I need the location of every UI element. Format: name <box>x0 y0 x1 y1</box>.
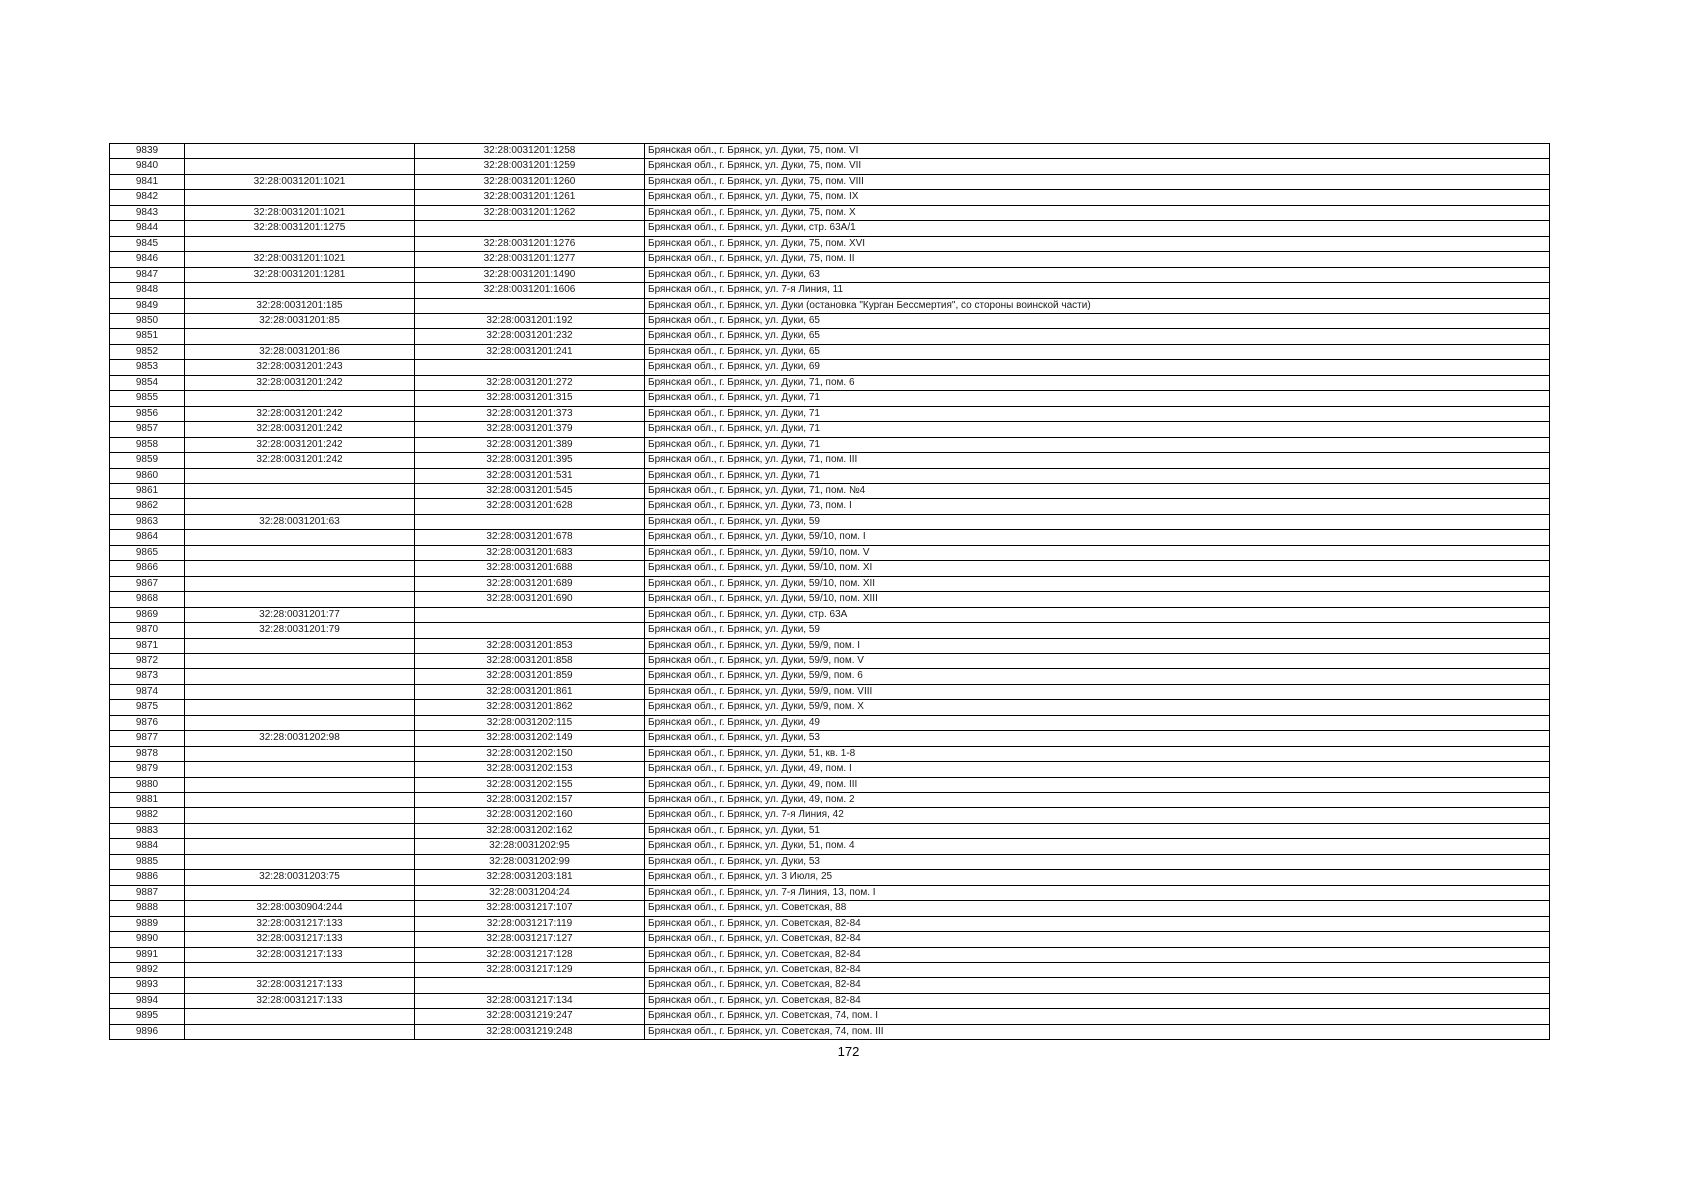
parent-cadastral-number-cell: 32:28:0031217:133 <box>185 947 415 962</box>
cadastral-number-cell <box>415 360 645 375</box>
cadastral-number-cell: 32:28:0031219:247 <box>415 1009 645 1024</box>
table-row <box>110 422 1550 437</box>
table-row <box>110 746 1550 761</box>
page-number: 172 <box>837 1044 860 1059</box>
registry-table-body <box>110 144 1550 1040</box>
cadastral-number-cell: 32:28:0031201:379 <box>415 422 645 437</box>
cadastral-number-cell: 32:28:0031202:160 <box>415 808 645 823</box>
table-row <box>110 854 1550 869</box>
address-cell: Брянская обл., г. Брянск, ул. Дуки, 71, пом. №4 <box>645 483 1550 498</box>
row-number-cell: 9845 <box>110 236 185 251</box>
parent-cadastral-number-cell: 32:28:0031202:98 <box>185 731 415 746</box>
cadastral-number-cell: 32:28:0031202:150 <box>415 746 645 761</box>
cadastral-number-cell: 32:28:0031201:628 <box>415 499 645 514</box>
row-number-cell: 9842 <box>110 190 185 205</box>
table-row <box>110 839 1550 854</box>
row-number-cell: 9870 <box>110 623 185 638</box>
parent-cadastral-number-cell <box>185 1009 415 1024</box>
table-row <box>110 731 1550 746</box>
address-cell: Брянская обл., г. Брянск, ул. Дуки, 59/10, пом. XIII <box>645 592 1550 607</box>
cadastral-number-cell: 32:28:0031201:1261 <box>415 190 645 205</box>
cadastral-registry-table <box>109 143 1550 1040</box>
address-cell: Брянская обл., г. Брянск, ул. Дуки, 59/10, пом. XI <box>645 561 1550 576</box>
address-cell: Брянская обл., г. Брянск, ул. Дуки, 59/9, пом. V <box>645 653 1550 668</box>
parent-cadastral-number-cell <box>185 545 415 560</box>
parent-cadastral-number-cell <box>185 144 415 159</box>
table-row <box>110 545 1550 560</box>
row-number-cell: 9890 <box>110 932 185 947</box>
table-row <box>110 715 1550 730</box>
address-cell: Брянская обл., г. Брянск, ул. Дуки, 59/9, пом. X <box>645 700 1550 715</box>
cadastral-number-cell: 32:28:0031202:149 <box>415 731 645 746</box>
row-number-cell: 9889 <box>110 916 185 931</box>
parent-cadastral-number-cell: 32:28:0031201:85 <box>185 313 415 328</box>
row-number-cell: 9871 <box>110 638 185 653</box>
parent-cadastral-number-cell <box>185 391 415 406</box>
address-cell: Брянская обл., г. Брянск, ул. Советская, 82-84 <box>645 916 1550 931</box>
row-number-cell: 9847 <box>110 267 185 282</box>
cadastral-number-cell: 32:28:0031201:688 <box>415 561 645 576</box>
row-number-cell: 9861 <box>110 483 185 498</box>
row-number-cell: 9853 <box>110 360 185 375</box>
parent-cadastral-number-cell: 32:28:0031201:242 <box>185 375 415 390</box>
parent-cadastral-number-cell <box>185 669 415 684</box>
parent-cadastral-number-cell: 32:28:0031217:133 <box>185 993 415 1008</box>
table-row <box>110 437 1550 452</box>
cadastral-number-cell: 32:28:0031201:1259 <box>415 159 645 174</box>
cadastral-number-cell: 32:28:0031203:181 <box>415 870 645 885</box>
row-number-cell: 9896 <box>110 1024 185 1039</box>
cadastral-number-cell: 32:28:0031201:373 <box>415 406 645 421</box>
parent-cadastral-number-cell: 32:28:0031201:242 <box>185 422 415 437</box>
table-row <box>110 159 1550 174</box>
parent-cadastral-number-cell <box>185 561 415 576</box>
cadastral-number-cell: 32:28:0031201:389 <box>415 437 645 452</box>
cadastral-number-cell: 32:28:0031202:153 <box>415 762 645 777</box>
table-row <box>110 592 1550 607</box>
address-cell: Брянская обл., г. Брянск, ул. Советская, 88 <box>645 901 1550 916</box>
address-cell: Брянская обл., г. Брянск, ул. Дуки, 53 <box>645 854 1550 869</box>
cadastral-number-cell: 32:28:0031201:1258 <box>415 144 645 159</box>
table-row <box>110 638 1550 653</box>
cadastral-number-cell: 32:28:0031201:858 <box>415 653 645 668</box>
cadastral-number-cell <box>415 298 645 313</box>
table-row <box>110 375 1550 390</box>
address-cell: Брянская обл., г. Брянск, ул. Дуки, 63 <box>645 267 1550 282</box>
address-cell: Брянская обл., г. Брянск, ул. Дуки, 59/9, пом. 6 <box>645 669 1550 684</box>
table-row <box>110 561 1550 576</box>
address-cell: Брянская обл., г. Брянск, ул. Дуки, 75, пом. VII <box>645 159 1550 174</box>
row-number-cell: 9883 <box>110 823 185 838</box>
row-number-cell: 9885 <box>110 854 185 869</box>
table-row <box>110 174 1550 189</box>
table-row <box>110 978 1550 993</box>
parent-cadastral-number-cell <box>185 468 415 483</box>
cadastral-number-cell: 32:28:0031217:107 <box>415 901 645 916</box>
address-cell: Брянская обл., г. Брянск, ул. Дуки, стр. 63А/1 <box>645 221 1550 236</box>
cadastral-number-cell: 32:28:0031201:272 <box>415 375 645 390</box>
parent-cadastral-number-cell <box>185 684 415 699</box>
parent-cadastral-number-cell <box>185 483 415 498</box>
address-cell: Брянская обл., г. Брянск, ул. Дуки, 49, пом. 2 <box>645 793 1550 808</box>
cadastral-number-cell: 32:28:0031201:232 <box>415 329 645 344</box>
cadastral-number-cell: 32:28:0031201:859 <box>415 669 645 684</box>
table-row <box>110 406 1550 421</box>
cadastral-number-cell: 32:28:0031201:690 <box>415 592 645 607</box>
cadastral-number-cell: 32:28:0031202:155 <box>415 777 645 792</box>
cadastral-number-cell: 32:28:0031202:162 <box>415 823 645 838</box>
table-row <box>110 1009 1550 1024</box>
parent-cadastral-number-cell <box>185 329 415 344</box>
address-cell: Брянская обл., г. Брянск, ул. Дуки, 51, кв. 1-8 <box>645 746 1550 761</box>
table-row <box>110 916 1550 931</box>
cadastral-number-cell <box>415 221 645 236</box>
cadastral-number-cell: 32:28:0031217:134 <box>415 993 645 1008</box>
row-number-cell: 9855 <box>110 391 185 406</box>
table-row <box>110 530 1550 545</box>
row-number-cell: 9887 <box>110 885 185 900</box>
table-row <box>110 1024 1550 1039</box>
parent-cadastral-number-cell <box>185 746 415 761</box>
table-row <box>110 221 1550 236</box>
parent-cadastral-number-cell <box>185 885 415 900</box>
parent-cadastral-number-cell: 32:28:0031201:1021 <box>185 252 415 267</box>
row-number-cell: 9865 <box>110 545 185 560</box>
table-row <box>110 252 1550 267</box>
address-cell: Брянская обл., г. Брянск, ул. Дуки, 71 <box>645 422 1550 437</box>
parent-cadastral-number-cell: 32:28:0031201:1021 <box>185 205 415 220</box>
address-cell: Брянская обл., г. Брянск, ул. Советская, 82-84 <box>645 947 1550 962</box>
cadastral-number-cell: 32:28:0031204:24 <box>415 885 645 900</box>
address-cell: Брянская обл., г. Брянск, ул. Дуки, 51, пом. 4 <box>645 839 1550 854</box>
address-cell: Брянская обл., г. Брянск, ул. Дуки (остановка "Курган Бессмертия", со стороны воинской части) <box>645 298 1550 313</box>
row-number-cell: 9878 <box>110 746 185 761</box>
table-row <box>110 901 1550 916</box>
row-number-cell: 9852 <box>110 344 185 359</box>
cadastral-number-cell: 32:28:0031217:128 <box>415 947 645 962</box>
parent-cadastral-number-cell <box>185 190 415 205</box>
address-cell: Брянская обл., г. Брянск, ул. Дуки, 59/10, пом. V <box>645 545 1550 560</box>
address-cell: Брянская обл., г. Брянск, ул. 7-я Линия, 42 <box>645 808 1550 823</box>
address-cell: Брянская обл., г. Брянск, ул. Советская, 82-84 <box>645 963 1550 978</box>
parent-cadastral-number-cell: 32:28:0031201:242 <box>185 406 415 421</box>
table-row <box>110 932 1550 947</box>
cadastral-number-cell: 32:28:0031202:99 <box>415 854 645 869</box>
address-cell: Брянская обл., г. Брянск, ул. Дуки, 71 <box>645 391 1550 406</box>
cadastral-number-cell: 32:28:0031201:853 <box>415 638 645 653</box>
cadastral-number-cell: 32:28:0031219:248 <box>415 1024 645 1039</box>
cadastral-number-cell: 32:28:0031202:115 <box>415 715 645 730</box>
cadastral-number-cell <box>415 978 645 993</box>
address-cell: Брянская обл., г. Брянск, ул. Дуки, 65 <box>645 313 1550 328</box>
address-cell: Брянская обл., г. Брянск, ул. Дуки, стр. 63А <box>645 607 1550 622</box>
table-row <box>110 576 1550 591</box>
address-cell: Брянская обл., г. Брянск, ул. Дуки, 75, пом. VIII <box>645 174 1550 189</box>
parent-cadastral-number-cell <box>185 1024 415 1039</box>
address-cell: Брянская обл., г. Брянск, ул. Дуки, 59 <box>645 623 1550 638</box>
parent-cadastral-number-cell: 32:28:0031201:86 <box>185 344 415 359</box>
row-number-cell: 9866 <box>110 561 185 576</box>
row-number-cell: 9841 <box>110 174 185 189</box>
cadastral-number-cell: 32:28:0031201:689 <box>415 576 645 591</box>
table-row <box>110 653 1550 668</box>
parent-cadastral-number-cell <box>185 715 415 730</box>
table-row <box>110 190 1550 205</box>
table-row <box>110 298 1550 313</box>
row-number-cell: 9873 <box>110 669 185 684</box>
cadastral-number-cell: 32:28:0031201:683 <box>415 545 645 560</box>
table-row <box>110 607 1550 622</box>
address-cell: Брянская обл., г. Брянск, ул. Дуки, 49, пом. I <box>645 762 1550 777</box>
address-cell: Брянская обл., г. Брянск, ул. 3 Июля, 25 <box>645 870 1550 885</box>
table-row <box>110 762 1550 777</box>
table-row <box>110 684 1550 699</box>
parent-cadastral-number-cell: 32:28:0031201:63 <box>185 514 415 529</box>
parent-cadastral-number-cell <box>185 576 415 591</box>
cadastral-number-cell: 32:28:0031201:862 <box>415 700 645 715</box>
table-row <box>110 283 1550 298</box>
row-number-cell: 9894 <box>110 993 185 1008</box>
address-cell: Брянская обл., г. Брянск, ул. Дуки, 71, пом. 6 <box>645 375 1550 390</box>
cadastral-number-cell: 32:28:0031201:1277 <box>415 252 645 267</box>
parent-cadastral-number-cell: 32:28:0031217:133 <box>185 932 415 947</box>
table-row <box>110 808 1550 823</box>
table-row <box>110 236 1550 251</box>
row-number-cell: 9862 <box>110 499 185 514</box>
row-number-cell: 9857 <box>110 422 185 437</box>
table-row <box>110 483 1550 498</box>
table-row <box>110 947 1550 962</box>
parent-cadastral-number-cell <box>185 793 415 808</box>
cadastral-number-cell: 32:28:0031201:531 <box>415 468 645 483</box>
address-cell: Брянская обл., г. Брянск, ул. Дуки, 75, пом. II <box>645 252 1550 267</box>
table-row <box>110 870 1550 885</box>
cadastral-number-cell <box>415 514 645 529</box>
table-row <box>110 700 1550 715</box>
parent-cadastral-number-cell <box>185 823 415 838</box>
address-cell: Брянская обл., г. Брянск, ул. Советская, 82-84 <box>645 978 1550 993</box>
cadastral-number-cell: 32:28:0031201:241 <box>415 344 645 359</box>
row-number-cell: 9869 <box>110 607 185 622</box>
table-row <box>110 885 1550 900</box>
row-number-cell: 9856 <box>110 406 185 421</box>
row-number-cell: 9840 <box>110 159 185 174</box>
parent-cadastral-number-cell <box>185 236 415 251</box>
row-number-cell: 9844 <box>110 221 185 236</box>
address-cell: Брянская обл., г. Брянск, ул. Дуки, 69 <box>645 360 1550 375</box>
row-number-cell: 9892 <box>110 963 185 978</box>
row-number-cell: 9874 <box>110 684 185 699</box>
parent-cadastral-number-cell <box>185 700 415 715</box>
row-number-cell: 9849 <box>110 298 185 313</box>
address-cell: Брянская обл., г. Брянск, ул. Дуки, 65 <box>645 344 1550 359</box>
address-cell: Брянская обл., г. Брянск, ул. Дуки, 59/10, пом. XII <box>645 576 1550 591</box>
parent-cadastral-number-cell: 32:28:0031201:243 <box>185 360 415 375</box>
table-row <box>110 993 1550 1008</box>
cadastral-number-cell: 32:28:0031202:95 <box>415 839 645 854</box>
address-cell: Брянская обл., г. Брянск, ул. Дуки, 71, пом. III <box>645 453 1550 468</box>
table-row <box>110 391 1550 406</box>
table-row <box>110 823 1550 838</box>
table-row <box>110 499 1550 514</box>
row-number-cell: 9858 <box>110 437 185 452</box>
parent-cadastral-number-cell <box>185 762 415 777</box>
row-number-cell: 9867 <box>110 576 185 591</box>
row-number-cell: 9848 <box>110 283 185 298</box>
address-cell: Брянская обл., г. Брянск, ул. Дуки, 71 <box>645 406 1550 421</box>
row-number-cell: 9850 <box>110 313 185 328</box>
parent-cadastral-number-cell: 32:28:0031201:79 <box>185 623 415 638</box>
address-cell: Брянская обл., г. Брянск, ул. Дуки, 59/10, пом. I <box>645 530 1550 545</box>
address-cell: Брянская обл., г. Брянск, ул. 7-я Линия, 13, пом. I <box>645 885 1550 900</box>
parent-cadastral-number-cell: 32:28:0031201:1281 <box>185 267 415 282</box>
cadastral-number-cell: 32:28:0031201:678 <box>415 530 645 545</box>
table-row <box>110 144 1550 159</box>
parent-cadastral-number-cell: 32:28:0031201:185 <box>185 298 415 313</box>
cadastral-number-cell: 32:28:0031201:395 <box>415 453 645 468</box>
table-row <box>110 360 1550 375</box>
parent-cadastral-number-cell: 32:28:0031201:1275 <box>185 221 415 236</box>
address-cell: Брянская обл., г. Брянск, ул. Дуки, 75, пом. VI <box>645 144 1550 159</box>
parent-cadastral-number-cell <box>185 653 415 668</box>
table-row <box>110 963 1550 978</box>
row-number-cell: 9860 <box>110 468 185 483</box>
row-number-cell: 9880 <box>110 777 185 792</box>
row-number-cell: 9876 <box>110 715 185 730</box>
address-cell: Брянская обл., г. Брянск, ул. Дуки, 75, пом. X <box>645 205 1550 220</box>
row-number-cell: 9859 <box>110 453 185 468</box>
row-number-cell: 9854 <box>110 375 185 390</box>
table-row <box>110 453 1550 468</box>
address-cell: Брянская обл., г. Брянск, ул. Дуки, 49, пом. III <box>645 777 1550 792</box>
cadastral-number-cell: 32:28:0031202:157 <box>415 793 645 808</box>
table-row <box>110 267 1550 282</box>
parent-cadastral-number-cell <box>185 159 415 174</box>
row-number-cell: 9888 <box>110 901 185 916</box>
cadastral-number-cell: 32:28:0031201:1490 <box>415 267 645 282</box>
cadastral-number-cell <box>415 607 645 622</box>
parent-cadastral-number-cell <box>185 530 415 545</box>
address-cell: Брянская обл., г. Брянск, ул. Дуки, 75, пом. XVI <box>645 236 1550 251</box>
parent-cadastral-number-cell: 32:28:0031201:1021 <box>185 174 415 189</box>
table-row <box>110 313 1550 328</box>
row-number-cell: 9891 <box>110 947 185 962</box>
parent-cadastral-number-cell <box>185 499 415 514</box>
address-cell: Брянская обл., г. Брянск, ул. Дуки, 53 <box>645 731 1550 746</box>
table-row <box>110 777 1550 792</box>
parent-cadastral-number-cell <box>185 777 415 792</box>
parent-cadastral-number-cell: 32:28:0031201:77 <box>185 607 415 622</box>
table-row <box>110 669 1550 684</box>
row-number-cell: 9886 <box>110 870 185 885</box>
address-cell: Брянская обл., г. Брянск, ул. Дуки, 65 <box>645 329 1550 344</box>
row-number-cell: 9879 <box>110 762 185 777</box>
row-number-cell: 9864 <box>110 530 185 545</box>
address-cell: Брянская обл., г. Брянск, ул. Дуки, 59 <box>645 514 1550 529</box>
row-number-cell: 9843 <box>110 205 185 220</box>
row-number-cell: 9875 <box>110 700 185 715</box>
cadastral-number-cell: 32:28:0031201:1606 <box>415 283 645 298</box>
cadastral-number-cell: 32:28:0031201:315 <box>415 391 645 406</box>
address-cell: Брянская обл., г. Брянск, ул. Дуки, 75, пом. IX <box>645 190 1550 205</box>
row-number-cell: 9851 <box>110 329 185 344</box>
address-cell: Брянская обл., г. Брянск, ул. Советская, 82-84 <box>645 993 1550 1008</box>
parent-cadastral-number-cell: 32:28:0031217:133 <box>185 978 415 993</box>
row-number-cell: 9863 <box>110 514 185 529</box>
row-number-cell: 9884 <box>110 839 185 854</box>
parent-cadastral-number-cell <box>185 808 415 823</box>
cadastral-number-cell: 32:28:0031201:192 <box>415 313 645 328</box>
parent-cadastral-number-cell: 32:28:0031203:75 <box>185 870 415 885</box>
table-row <box>110 514 1550 529</box>
row-number-cell: 9846 <box>110 252 185 267</box>
cadastral-number-cell: 32:28:0031201:1262 <box>415 205 645 220</box>
row-number-cell: 9839 <box>110 144 185 159</box>
parent-cadastral-number-cell <box>185 638 415 653</box>
parent-cadastral-number-cell: 32:28:0031201:242 <box>185 437 415 452</box>
parent-cadastral-number-cell <box>185 283 415 298</box>
row-number-cell: 9893 <box>110 978 185 993</box>
parent-cadastral-number-cell <box>185 963 415 978</box>
cadastral-number-cell: 32:28:0031201:545 <box>415 483 645 498</box>
cadastral-number-cell: 32:28:0031201:1260 <box>415 174 645 189</box>
row-number-cell: 9895 <box>110 1009 185 1024</box>
table-row <box>110 468 1550 483</box>
address-cell: Брянская обл., г. Брянск, ул. Дуки, 71 <box>645 437 1550 452</box>
cadastral-number-cell: 32:28:0031217:119 <box>415 916 645 931</box>
address-cell: Брянская обл., г. Брянск, ул. Советская, 82-84 <box>645 932 1550 947</box>
parent-cadastral-number-cell: 32:28:0030904:244 <box>185 901 415 916</box>
row-number-cell: 9877 <box>110 731 185 746</box>
cadastral-number-cell: 32:28:0031201:1276 <box>415 236 645 251</box>
table-row <box>110 329 1550 344</box>
cadastral-number-cell: 32:28:0031217:129 <box>415 963 645 978</box>
parent-cadastral-number-cell <box>185 839 415 854</box>
parent-cadastral-number-cell <box>185 854 415 869</box>
address-cell: Брянская обл., г. Брянск, ул. Советская, 74, пом. III <box>645 1024 1550 1039</box>
parent-cadastral-number-cell <box>185 592 415 607</box>
row-number-cell: 9881 <box>110 793 185 808</box>
address-cell: Брянская обл., г. Брянск, ул. Дуки, 71 <box>645 468 1550 483</box>
address-cell: Брянская обл., г. Брянск, ул. Дуки, 51 <box>645 823 1550 838</box>
parent-cadastral-number-cell: 32:28:0031217:133 <box>185 916 415 931</box>
cadastral-number-cell <box>415 623 645 638</box>
address-cell: Брянская обл., г. Брянск, ул. Советская, 74, пом. I <box>645 1009 1550 1024</box>
table-row <box>110 793 1550 808</box>
address-cell: Брянская обл., г. Брянск, ул. Дуки, 59/9, пом. I <box>645 638 1550 653</box>
table-row <box>110 205 1550 220</box>
cadastral-number-cell: 32:28:0031217:127 <box>415 932 645 947</box>
parent-cadastral-number-cell: 32:28:0031201:242 <box>185 453 415 468</box>
table-row <box>110 623 1550 638</box>
address-cell: Брянская обл., г. Брянск, ул. Дуки, 59/9, пом. VIII <box>645 684 1550 699</box>
row-number-cell: 9872 <box>110 653 185 668</box>
cadastral-number-cell: 32:28:0031201:861 <box>415 684 645 699</box>
address-cell: Брянская обл., г. Брянск, ул. Дуки, 49 <box>645 715 1550 730</box>
address-cell: Брянская обл., г. Брянск, ул. 7-я Линия, 11 <box>645 283 1550 298</box>
row-number-cell: 9882 <box>110 808 185 823</box>
row-number-cell: 9868 <box>110 592 185 607</box>
address-cell: Брянская обл., г. Брянск, ул. Дуки, 73, пом. I <box>645 499 1550 514</box>
table-row <box>110 344 1550 359</box>
